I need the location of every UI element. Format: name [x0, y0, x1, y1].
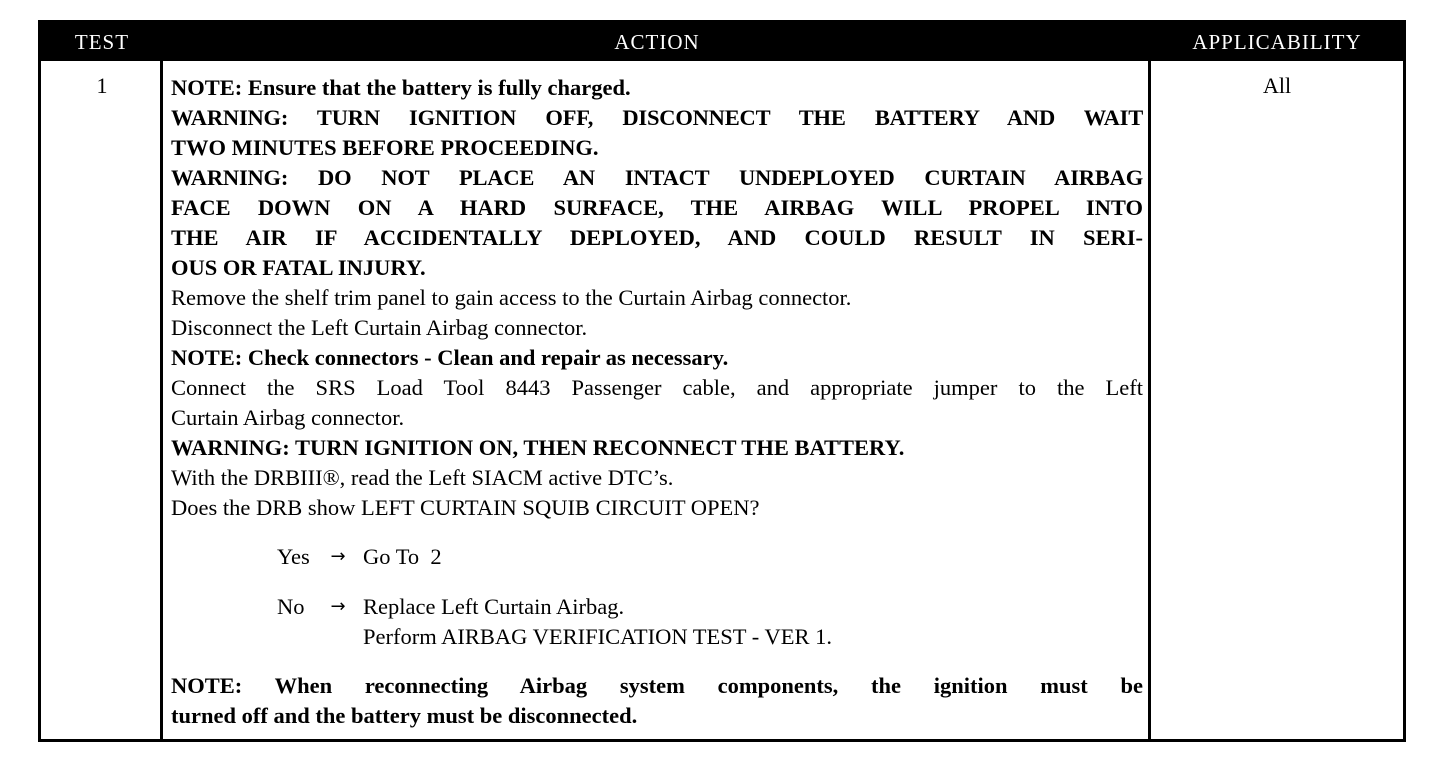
outcome-no-label: No: [277, 594, 305, 619]
note-battery: NOTE: Ensure that the battery is fully charged.: [171, 75, 631, 100]
final-note: [171, 671, 1143, 731]
warning-airbag-line-3: THE AIR IF ACCIDENTALLY DEPLOYED, AND COULD RESULT IN SERI-: [171, 225, 1143, 250]
step-disconnect-connector: Disconnect the Left Curtain Airbag connector.: [171, 315, 588, 340]
header-test: TEST: [74, 30, 130, 54]
table-header-row: [41, 23, 1403, 61]
test-question: Does the DRB show LEFT CURTAIN SQUIB CIRCUIT OPEN?: [171, 495, 760, 520]
column-divider-action-applicability: [1148, 61, 1151, 739]
action-cell: [171, 73, 1143, 731]
step-connect-load-tool-line-2: Curtain Airbag connector.: [171, 405, 405, 430]
outcome-yes-label: Yes: [277, 544, 310, 569]
warning-airbag-line-1: WARNING: DO NOT PLACE AN INTACT UNDEPLOYED CURTAIN AIRBAG: [171, 165, 1143, 190]
outcome-no: [277, 592, 1143, 652]
warning-airbag-line-4: OUS OR FATAL INJURY.: [171, 255, 426, 280]
applicability-value: All: [1262, 73, 1292, 98]
header-applicability: APPLICABILITY: [1192, 30, 1362, 54]
diagnostic-test-table: [38, 20, 1406, 742]
test-number: 1: [96, 73, 108, 98]
outcome-no-result: [363, 592, 1143, 652]
final-note-line-2: turned off and the battery must be disconnected.: [171, 703, 638, 728]
outcome-no-result-line-1: Replace Left Curtain Airbag.: [363, 594, 625, 619]
warning-ignition-off-line-2: TWO MINUTES BEFORE PROCEEDING.: [171, 135, 599, 160]
outcome-yes-result: Go To 2: [363, 544, 442, 569]
warning-airbag-line-2: FACE DOWN ON A HARD SURFACE, THE AIRBAG WILL PROPEL INTO: [171, 195, 1143, 220]
step-read-dtc: With the DRBIII®, read the Left SIACM active DTC’s.: [171, 465, 674, 490]
header-action: ACTION: [614, 30, 700, 54]
warning-ignition-on: WARNING: TURN IGNITION ON, THEN RECONNECT THE BATTERY.: [171, 435, 905, 460]
outcome-yes: [277, 542, 1143, 572]
outcome-no-result-line-2: Perform AIRBAG VERIFICATION TEST - VER 1.: [363, 624, 832, 649]
step-connect-load-tool-line-1: Connect the SRS Load Tool 8443 Passenger cable, and appropriate jumper to the Left: [171, 375, 1143, 400]
column-divider-test-action: [160, 61, 163, 739]
final-note-line-1: NOTE: When reconnecting Airbag system components, the ignition must be: [171, 673, 1143, 698]
right-arrow-icon: →: [330, 546, 346, 567]
note-check-connectors: NOTE: Check connectors - Clean and repair as necessary.: [171, 345, 729, 370]
warning-ignition-off-line-1: WARNING: TURN IGNITION OFF, DISCONNECT THE BATTERY AND WAIT: [171, 105, 1143, 130]
right-arrow-icon: →: [330, 596, 346, 617]
step-remove-panel: Remove the shelf trim panel to gain access to the Curtain Airbag connector.: [171, 285, 852, 310]
